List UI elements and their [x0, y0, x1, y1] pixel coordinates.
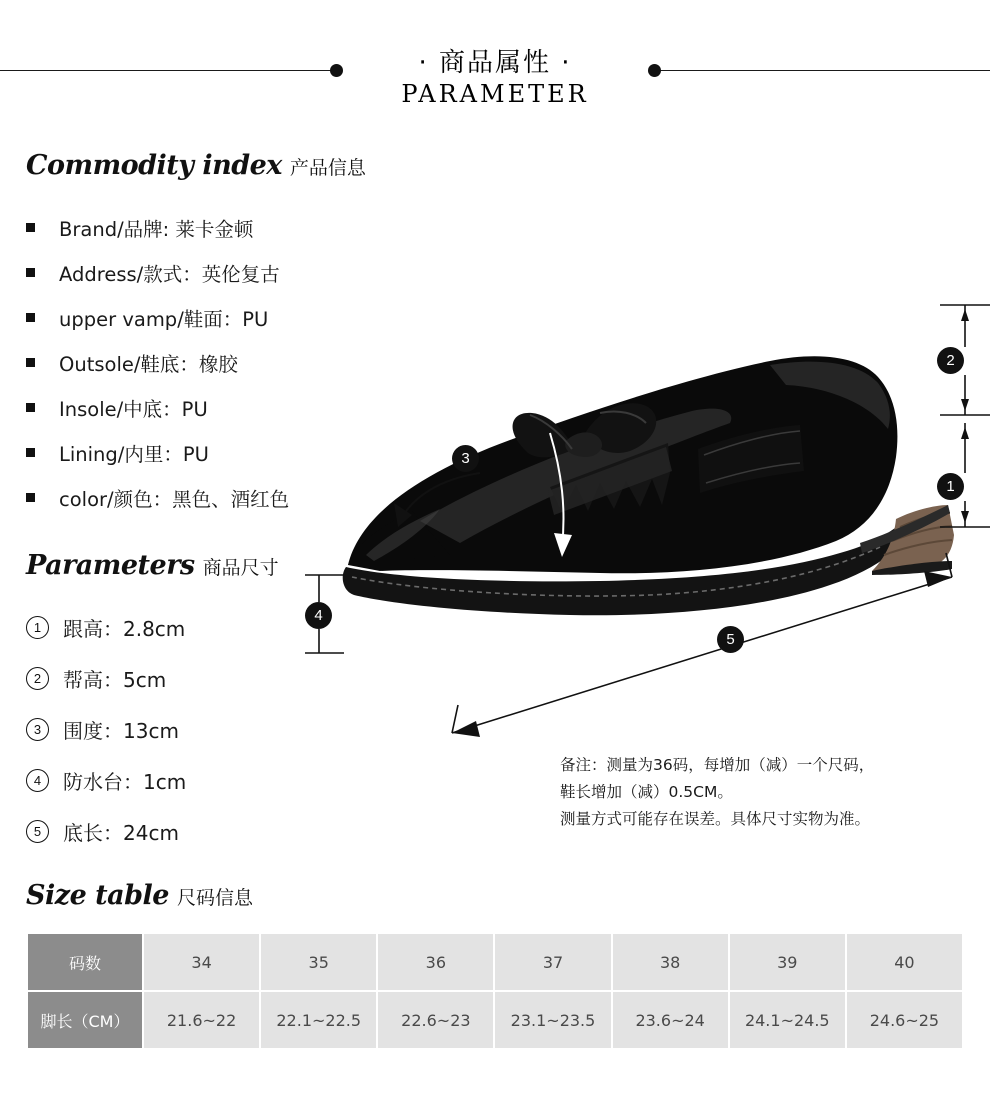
- row-header-size: 码数: [27, 933, 143, 991]
- foot-length-cell: 22.1~22.5: [260, 991, 377, 1049]
- parameter-label: 跟高：2.8cm: [63, 617, 186, 641]
- commodity-index-heading-en: Commodity index: [26, 150, 282, 181]
- commodity-info-text: color/颜色：黑色、酒红色: [59, 487, 290, 511]
- commodity-info-text: Brand/品牌: 莱卡金顿: [59, 217, 254, 241]
- size-cell: 39: [729, 933, 846, 991]
- foot-length-cell: 21.6~22: [143, 991, 260, 1049]
- parameter-number-badge: 4: [26, 769, 49, 792]
- parameter-number-badge: 5: [26, 820, 49, 843]
- commodity-info-text: upper vamp/鞋面：PU: [59, 307, 269, 331]
- parameter-label: 底长：24cm: [63, 821, 179, 845]
- callout-badge-2: 2: [937, 347, 964, 374]
- commodity-index-heading: [26, 150, 366, 181]
- size-cell: 38: [612, 933, 729, 991]
- size-cell: 34: [143, 933, 260, 991]
- shoe-illustration: [300, 265, 990, 775]
- commodity-info-text: Outsole/鞋底：橡胶: [59, 352, 238, 376]
- note-line-3: 测量方式可能存在误差。具体尺寸实物为准。: [560, 810, 871, 828]
- commodity-index-heading-cn: 产品信息: [289, 157, 366, 179]
- size-cell: 36: [377, 933, 494, 991]
- square-bullet-icon: [26, 313, 35, 322]
- size-table-heading: [26, 880, 253, 911]
- measurement-note: [560, 752, 970, 833]
- square-bullet-icon: [26, 268, 35, 277]
- foot-length-cell: 24.1~24.5: [729, 991, 846, 1049]
- table-row: [27, 933, 963, 991]
- size-table-heading-cn: 尺码信息: [176, 887, 253, 909]
- parameters-heading-en: Parameters: [26, 550, 195, 581]
- callout-badge-4: 4: [305, 602, 332, 629]
- foot-length-cell: 24.6~25: [846, 991, 963, 1049]
- callout-badge-3: 3: [452, 445, 479, 472]
- foot-length-cell: 22.6~23: [377, 991, 494, 1049]
- commodity-info-text: Address/款式：英伦复古: [59, 262, 280, 286]
- note-line-2: 鞋长增加（减）0.5CM。: [560, 783, 733, 801]
- foot-length-cell: 23.6~24: [612, 991, 729, 1049]
- parameters-heading-cn: 商品尺寸: [202, 557, 279, 579]
- row-header-foot-length: 脚长（CM）: [27, 991, 143, 1049]
- parameter-number-badge: 3: [26, 718, 49, 741]
- size-cell: 37: [494, 933, 611, 991]
- size-table-heading-en: Size table: [26, 880, 169, 911]
- parameter-number-badge: 1: [26, 616, 49, 639]
- size-cell: 40: [846, 933, 963, 991]
- parameter-label: 防水台：1cm: [63, 770, 187, 794]
- list-item: [26, 806, 356, 857]
- square-bullet-icon: [26, 403, 35, 412]
- parameter-label: 围度：13cm: [63, 719, 179, 743]
- commodity-info-text: Insole/中底：PU: [59, 397, 208, 421]
- square-bullet-icon: [26, 448, 35, 457]
- foot-length-cell: 23.1~23.5: [494, 991, 611, 1049]
- parameters-heading: [26, 550, 279, 581]
- page-header: [0, 0, 990, 125]
- square-bullet-icon: [26, 223, 35, 232]
- size-cell: 35: [260, 933, 377, 991]
- page-title-en: PARAMETER: [401, 80, 589, 108]
- square-bullet-icon: [26, 493, 35, 502]
- callout-badge-1: 1: [937, 473, 964, 500]
- commodity-info-text: Lining/内里：PU: [59, 442, 209, 466]
- parameter-number-badge: 2: [26, 667, 49, 690]
- parameter-label: 帮高：5cm: [63, 668, 167, 692]
- table-row: [27, 991, 963, 1049]
- shoe-drawing: [300, 265, 990, 775]
- page-title-cn: · 商品属性 ·: [418, 48, 572, 78]
- size-table: [26, 932, 964, 1050]
- square-bullet-icon: [26, 358, 35, 367]
- callout-badge-5: 5: [717, 626, 744, 653]
- list-item: [26, 205, 456, 250]
- note-line-1: 备注：测量为36码，每增加（减）一个尺码，: [560, 756, 875, 774]
